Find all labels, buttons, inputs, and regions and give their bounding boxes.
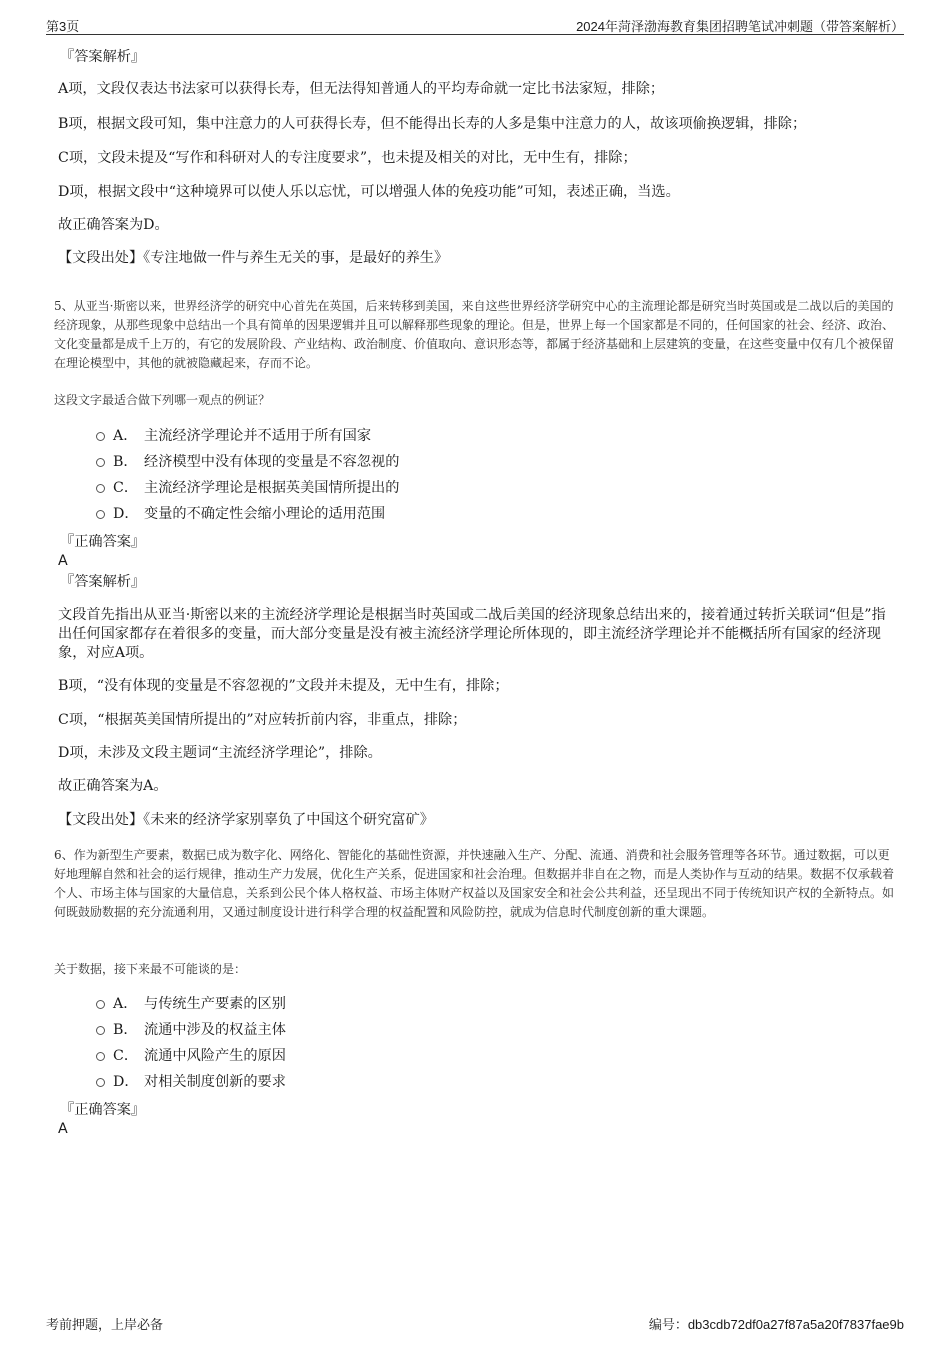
q4-analysis-a: A项，文段仅表达书法家可以获得长寿，但无法得知普通人的平均寿命就一定比书法家短，排除； <box>58 81 665 97</box>
q5-analysis-d: D项，未涉及文段主题词“主流经济学理论”，排除。 <box>58 745 382 761</box>
radio-icon[interactable] <box>96 484 105 493</box>
option-label: C． <box>113 480 139 496</box>
document-code <box>649 1314 904 1333</box>
option-text: 流通中风险产生的原因 <box>144 1048 286 1064</box>
document-title: 2024年菏泽渤海教育集团招聘笔试冲刺题（带答案解析） <box>576 19 904 34</box>
option-label: B． <box>113 454 138 470</box>
q5-option-d[interactable] <box>96 504 385 524</box>
option-label: B． <box>113 1022 138 1038</box>
page-number: 第3页 <box>46 19 80 34</box>
radio-icon[interactable] <box>96 1052 105 1061</box>
q5-answer: A <box>58 553 68 569</box>
q4-source: 【文段出处】《专注地做一件与养生无关的事，是最好的养生》 <box>58 250 449 266</box>
code-value: db3cdb72df0a27f87a5a20f7837fae9b <box>687 1317 904 1332</box>
radio-icon[interactable] <box>96 1026 105 1035</box>
option-text: 主流经济学理论是根据英美国情所提出的 <box>144 480 400 496</box>
radio-icon[interactable] <box>96 1078 105 1087</box>
q6-stem: 6、作为新型生产要素，数据已成为数字化、网络化、智能化的基础性资源，并快速融入生产、分配、流通、消费和社会服务管理等各环节。通过数据，可以更好地理解自然和社会的运行规律，推动生产力发展，优化生产关系，促进国家和社会治理。但数据并非自在之物，而是人类协作与互动的结果。数据不仅承载着个人、市场主体与国家的大量信息，关系到公民个体人格权益、市场主体财产权益以及国家安全和社会公共利益，还呈现出不同于传统知识产权的全新特点。如何既鼓励数据的充分流通利用，又通过制度设计进行科学合理的权益配置和风险防控，就成为信息时代制度创新的重大课题。 <box>54 848 895 919</box>
option-label: C． <box>113 1048 139 1064</box>
q5-source: 【文段出处】《未来的经济学家别辜负了中国这个研究富矿》 <box>58 812 434 828</box>
code-label: 编号： <box>648 1317 688 1332</box>
option-text: 变量的不确定性会缩小理论的适用范围 <box>144 506 386 522</box>
q6-option-a[interactable] <box>96 994 286 1014</box>
option-text: 经济模型中没有体现的变量是不容忽视的 <box>144 454 400 470</box>
q5-analysis-b: B项，“没有体现的变量是不容忽视的”文段并未提及，无中生有，排除； <box>58 678 509 694</box>
q6-answer: A <box>58 1121 68 1137</box>
q5-analysis-label: 『答案解析』 <box>60 574 146 590</box>
q5-stem: 5、从亚当·斯密以来，世界经济学的研究中心首先在英国，后来转移到美国，来自这些世界经济学研究中心的主流理论都是研究当时英国或是二战以后的美国的经济现象，从那些现象中总结出一个具有简单的因果逻辑并且可以解释那些现象的理论。但是，世界上每一个国家都是不同的，任何国家的社会、经济、政治、文化变量都是成千上万的，有它的发展阶段、产业结构、政治制度、价值取向、意识形态等，都属于经济基础和上层建筑的变量，在这些变量中仅有几个被保留在理论模型中，其他的就被隐藏起来，存而不论。 <box>54 299 895 370</box>
footer-slogan: 考前押题，上岸必备 <box>46 1317 164 1332</box>
radio-icon[interactable] <box>96 1000 105 1009</box>
q6-option-d[interactable] <box>96 1072 286 1092</box>
q5-analysis-main: 文段首先指出从亚当·斯密以来的主流经济学理论是根据当时英国或二战后美国的经济现象总结出来的，接着通过转折关联词“但是”指出任何国家都存在着很多的变量，而大部分变量是没有被主流经济学理论所体现的，即主流经济学理论并不能概括所有国家的经济现象，对应A项。 <box>58 607 886 661</box>
option-label: D． <box>113 1074 139 1090</box>
q6-option-c[interactable] <box>96 1046 286 1066</box>
option-label: A． <box>113 428 138 444</box>
radio-icon[interactable] <box>96 458 105 467</box>
q4-analysis-c: C项，文段未提及“写作和科研对人的专注度要求”，也未提及相关的对比，无中生有，排除； <box>58 150 637 166</box>
q6-question: 关于数据，接下来最不可能谈的是： <box>54 962 247 976</box>
option-text: 主流经济学理论并不适用于所有国家 <box>144 428 372 444</box>
q6-answer-label: 『正确答案』 <box>60 1102 146 1118</box>
option-text: 与传统生产要素的区别 <box>144 996 286 1012</box>
q5-option-a[interactable] <box>96 426 371 446</box>
radio-icon[interactable] <box>96 510 105 519</box>
option-label: A． <box>113 996 138 1012</box>
page-footer <box>46 1312 904 1332</box>
q4-analysis-b: B项，根据文段可知，集中注意力的人可获得长寿，但不能得出长寿的人多是集中注意力的人，故该项偷换逻辑，排除； <box>58 116 807 132</box>
q5-answer-label: 『正确答案』 <box>60 534 146 550</box>
q5-question: 这段文字最适合做下列哪一观点的例证？ <box>54 393 271 407</box>
option-label: D． <box>113 506 139 522</box>
page-header <box>46 14 904 35</box>
q6-option-b[interactable] <box>96 1020 286 1040</box>
q5-option-b[interactable] <box>96 452 399 472</box>
q5-analysis-c: C项，“根据英美国情所提出的”对应转折前内容，非重点，排除； <box>58 712 467 728</box>
q4-conclusion: 故正确答案为D。 <box>58 217 169 233</box>
q4-analysis-d: D项，根据文段中“这种境界可以使人乐以忘忧，可以增强人体的免疫功能”可知，表述正确，当选。 <box>58 184 680 200</box>
q5-option-c[interactable] <box>96 478 399 498</box>
option-text: 对相关制度创新的要求 <box>144 1074 286 1090</box>
radio-icon[interactable] <box>96 432 105 441</box>
option-text: 流通中涉及的权益主体 <box>144 1022 286 1038</box>
q4-analysis-label: 『答案解析』 <box>60 49 146 65</box>
q5-conclusion: 故正确答案为A。 <box>58 778 168 794</box>
